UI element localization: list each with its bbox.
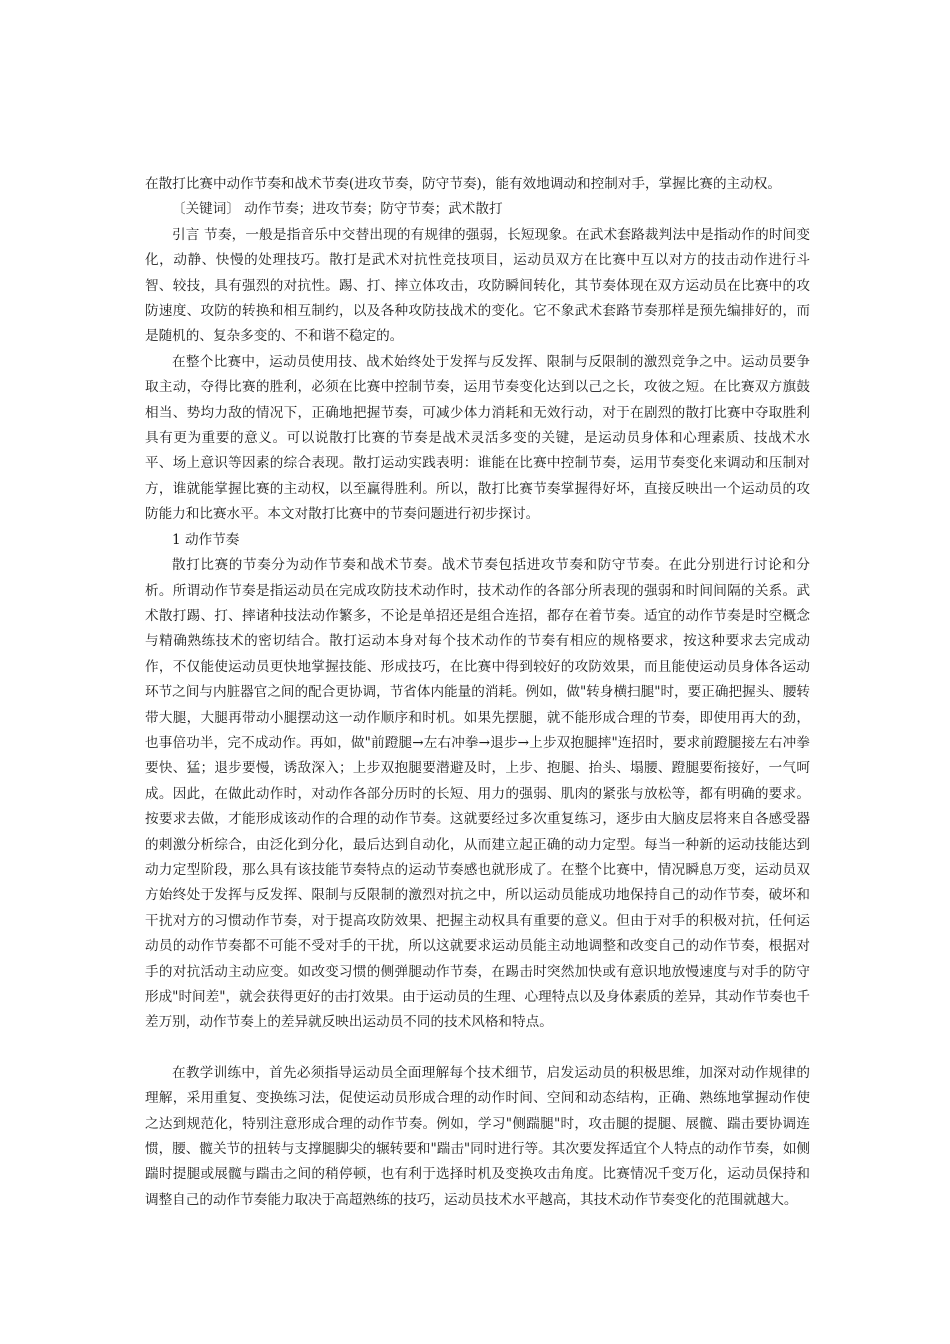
intro-paragraph: 引言 节奏，一般是指音乐中交替出现的有规律的强弱，长短现象。在武术套路裁判法中是指动作的时间变化，动静、快慢的处理技巧。散打是武术对抗性竞技项目，运动员双方在比赛中互以对方的技击动作进行斗智、较技，具有强烈的对抗性。踢、打、摔立体攻击，攻防瞬间转化，其节奏体现在双方运动员在比赛中的攻防速度、攻防的转换和相互制约，以及各种攻防技战术的变化。它不象武术套路节奏那样是预先编排好的，而是随机的、复杂多变的、不和谐不稳定的。 <box>145 226 810 345</box>
training-paragraph: 在教学训练中，首先必须指导运动员全面理解每个技术细节，启发运动员的积极思维，加深对动作规律的理解，采用重复、变换练习法，促使运动员形成合理的动作时间、空间和动态结构，正确、熟练地掌握动作使之达到规范化，特别注意形成合理的动作节奏。例如，学习"侧踹腿"时，攻击腿的提腿、展髋、踹击要协调连惯，腰、髋关节的扭转与支撑腿脚尖的辗转要和"踹击"同时进行等。其次要发挥适宜个人特点的动作节奏，如侧踹时提腿或展髋与踹击之间的稍停顿，也有利于选择时机及变换攻击角度。比赛情况千变万化，运动员保持和调整自己的动作节奏能力取决于高超熟练的技巧，运动员技术水平越高，其技术动作节奏变化的范围就越大。 <box>145 1064 811 1208</box>
document-body <box>145 172 810 1213</box>
action-rhythm-paragraph: 散打比赛的节奏分为动作节奏和战术节奏。战术节奏包括进攻节奏和防守节奏。在此分别进行讨论和分析。所谓动作节奏是指运动员在完成攻防技术动作时，技术动作的各部分所表现的强弱和时间间隔的关系。武术散打踢、打、摔诸种技法动作繁多，不论是单招还是组合连招，都存在着节奏。适宜的动作节奏是时空概念与精确熟练技术的密切结合。散打运动本身对每个技术动作的节奏有相应的规格要求，按这种要求去完成动作，不仅能使运动员更快地掌握技能、形成技巧，在比赛中得到较好的攻防效果，而且能使运动员身体各运动环节之间与内脏器官之间的配合更协调，节省体内能量的消耗。例如，做"转身横扫腿"时，要正确把握头、腰转带大腿，大腿再带动小腿摆动这一动作顺序和时机。如果先摆腿，就不能形成合理的节奏，即使用再大的劲，也事倍功半，完不成动作。再如，做"前蹬腿→左右冲拳→退步→上步双抱腿摔"连招时，要求前蹬腿接左右冲拳要快、猛；退步要慢，诱敌深入；上步双抱腿要潜避及时，上步、抱腿、抬头、塌腰、蹬腿要衔接好，一气呵成。因此，在做此动作时，对动作各部分历时的长短、用力的强弱、肌肉的紧张与放松等，都有明确的要求。按要求去做，才能形成该动作的合理的动作节奏。这就要经过多次重复练习，逐步由大脑皮层将来自各感受器的刺激分析综合，由泛化到分化，最后达到自动化，从而建立起正确的动力定型。每当一种新的运动技能达到动力定型阶段，那么具有该技能节奏特点的运动节奏感也就形成了。在整个比赛中，情况瞬息万变，运动员双方始终处于发挥与反发挥、限制与反限制的激烈对抗之中，所以运动员能成功地保持自己的动作节奏，破坏和干扰对方的习惯动作节奏，对于提高攻防效果、把握主动权具有重要的意义。但由于对手的积极对抗，任何运动员的动作节奏都不可能不受对手的干扰，所以这就要求运动员能主动地调整和改变自己的动作节奏，根据对手的对抗活动主动应变。如改变习惯的侧弹腿动作节奏，在踢击时突然加快或有意识地放慢速度与对手的防守形成"时间差"，就会获得更好的击打效果。由于运动员的生理、心理特点以及身体素质的差异，其动作节奏也千差万别，动作节奏上的差异就反映出运动员不同的技术风格和特点。 <box>145 557 811 1031</box>
whole-match-paragraph: 在整个比赛中，运动员使用技、战术始终处于发挥与反发挥、限制与反限制的激烈竞争之中。运动员要争取主动，夺得比赛的胜利，必须在比赛中控制节奏，运用节奏变化达到以己之长，攻彼之短。在比赛双方旗鼓相当、势均力敌的情况下，正确地把握节奏，可减少体力消耗和无效行动，对于在剧烈的散打比赛中夺取胜利具有更为重要的意义。可以说散打比赛的节奏是战术灵活多变的关键，是运动员身体和心理素质、技战术水平、场上意识等因素的综合表现。散打运动实践表明：谁能在比赛中控制节奏，运用节奏变化来调动和压制对方，谁就能掌握比赛的主动权，以至赢得胜利。所以，散打比赛节奏掌握得好坏，直接反映出一个运动员的攻防能力和比赛水平。本文对散打比赛中的节奏问题进行初步探讨。 <box>145 353 810 523</box>
abstract-tail: 在散打比赛中动作节奏和战术节奏(进攻节奏，防守节奏)，能有效地调动和控制对手，掌握比赛的主动权。 <box>145 176 781 192</box>
section-heading: 1 动作节奏 <box>172 531 240 548</box>
paragraph-gap <box>145 1036 810 1061</box>
keywords-line: 〔关键词〕 动作节奏；进攻节奏；防守节奏；武术散打 <box>172 201 503 218</box>
